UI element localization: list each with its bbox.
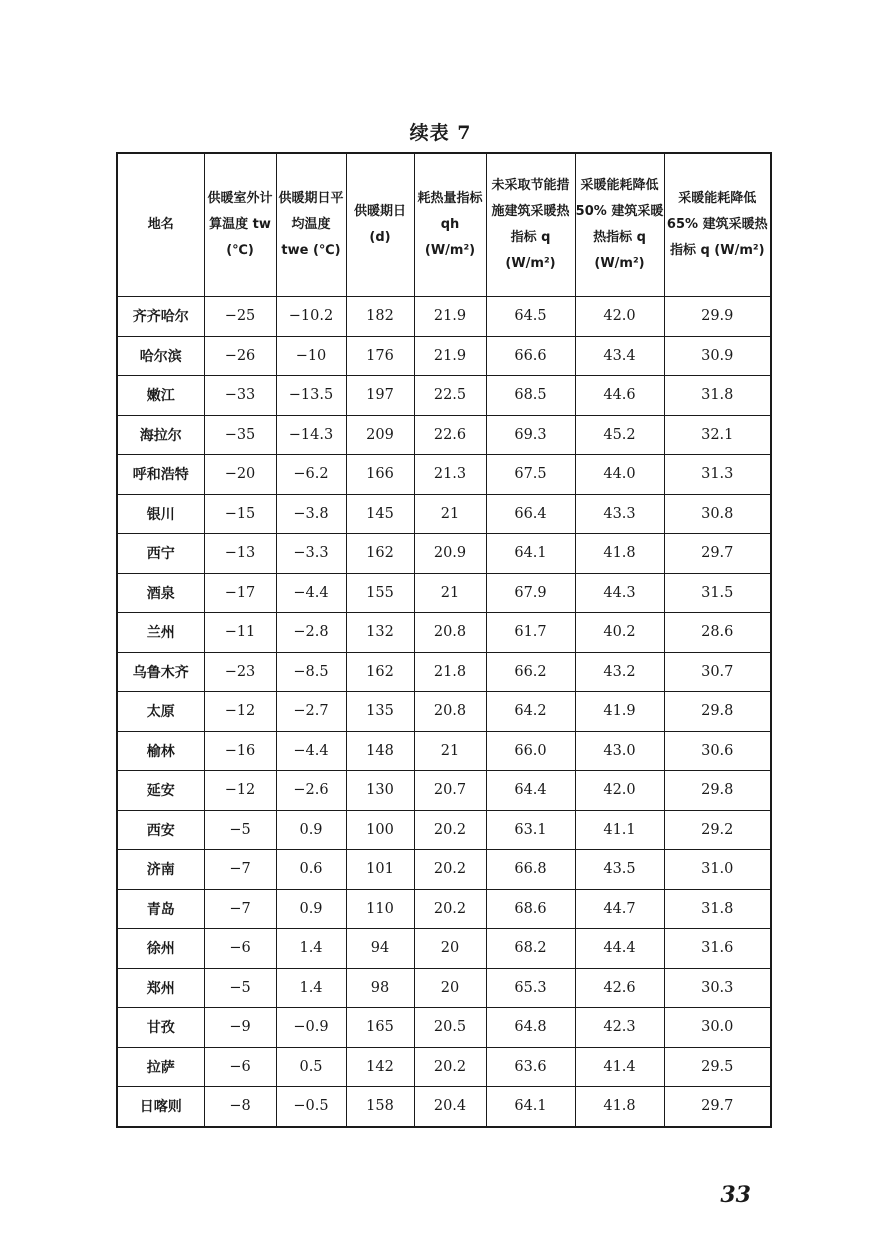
cell-avg-daily-temp: −2.6 [276, 771, 346, 811]
header-heat-index-50pct: 采暖能耗降低 50% 建筑采暖热指标 q (W/m²) [575, 153, 664, 297]
table-row [117, 1008, 771, 1048]
cell-location: 乌鲁木齐 [117, 652, 204, 692]
table-row [117, 494, 771, 534]
cell-heat-index-65pct: 31.6 [664, 929, 771, 969]
cell-heating-days: 101 [346, 850, 414, 890]
cell-heat-index-no-saving: 68.2 [486, 929, 575, 969]
cell-heat-index-50pct: 43.3 [575, 494, 664, 534]
cell-heat-index-50pct: 43.5 [575, 850, 664, 890]
cell-heat-index-65pct: 29.7 [664, 1087, 771, 1127]
table-row [117, 731, 771, 771]
table-row [117, 455, 771, 495]
cell-design-outdoor-temp: −5 [204, 810, 276, 850]
header-heat-index-65pct: 采暖能耗降低 65% 建筑采暖热指标 q (W/m²) [664, 153, 771, 297]
cell-heat-consumption-index: 21 [414, 731, 486, 771]
cell-avg-daily-temp: 1.4 [276, 968, 346, 1008]
cell-design-outdoor-temp: −9 [204, 1008, 276, 1048]
cell-heat-consumption-index: 20.8 [414, 613, 486, 653]
cell-heat-index-65pct: 30.3 [664, 968, 771, 1008]
cell-location: 太原 [117, 692, 204, 732]
cell-heating-days: 176 [346, 336, 414, 376]
cell-heat-index-50pct: 40.2 [575, 613, 664, 653]
cell-heat-consumption-index: 20.9 [414, 534, 486, 574]
table-body [117, 297, 771, 1127]
table-row [117, 1047, 771, 1087]
cell-heat-consumption-index: 21.3 [414, 455, 486, 495]
table-row [117, 968, 771, 1008]
cell-heat-index-50pct: 41.1 [575, 810, 664, 850]
cell-avg-daily-temp: 0.5 [276, 1047, 346, 1087]
cell-design-outdoor-temp: −35 [204, 415, 276, 455]
cell-location: 日喀则 [117, 1087, 204, 1127]
cell-location: 海拉尔 [117, 415, 204, 455]
cell-location: 兰州 [117, 613, 204, 653]
cell-heat-index-no-saving: 68.6 [486, 889, 575, 929]
cell-heat-index-65pct: 31.8 [664, 376, 771, 416]
cell-heat-index-65pct: 31.3 [664, 455, 771, 495]
cell-heating-days: 165 [346, 1008, 414, 1048]
cell-heat-index-65pct: 28.6 [664, 613, 771, 653]
cell-heat-consumption-index: 21 [414, 573, 486, 613]
cell-heat-index-no-saving: 68.5 [486, 376, 575, 416]
cell-heat-consumption-index: 20.2 [414, 1047, 486, 1087]
header-row [117, 153, 771, 297]
table-row [117, 376, 771, 416]
cell-avg-daily-temp: −3.8 [276, 494, 346, 534]
cell-avg-daily-temp: −14.3 [276, 415, 346, 455]
cell-heating-days: 132 [346, 613, 414, 653]
cell-avg-daily-temp: −6.2 [276, 455, 346, 495]
cell-avg-daily-temp: −3.3 [276, 534, 346, 574]
cell-avg-daily-temp: −4.4 [276, 731, 346, 771]
cell-heat-index-no-saving: 66.0 [486, 731, 575, 771]
cell-heat-index-65pct: 29.5 [664, 1047, 771, 1087]
cell-design-outdoor-temp: −7 [204, 889, 276, 929]
cell-avg-daily-temp: −2.7 [276, 692, 346, 732]
cell-avg-daily-temp: −10 [276, 336, 346, 376]
cell-heating-days: 100 [346, 810, 414, 850]
cell-heat-index-no-saving: 66.6 [486, 336, 575, 376]
table-row [117, 652, 771, 692]
cell-location: 齐齐哈尔 [117, 297, 204, 337]
cell-heat-consumption-index: 20 [414, 929, 486, 969]
cell-avg-daily-temp: −10.2 [276, 297, 346, 337]
cell-location: 延安 [117, 771, 204, 811]
cell-avg-daily-temp: 0.6 [276, 850, 346, 890]
cell-design-outdoor-temp: −5 [204, 968, 276, 1008]
cell-design-outdoor-temp: −12 [204, 771, 276, 811]
cell-heat-consumption-index: 20.4 [414, 1087, 486, 1127]
cell-heating-days: 142 [346, 1047, 414, 1087]
cell-avg-daily-temp: 0.9 [276, 810, 346, 850]
header-heating-days: 供暖期日 (d) [346, 153, 414, 297]
cell-heat-index-50pct: 45.2 [575, 415, 664, 455]
cell-design-outdoor-temp: −23 [204, 652, 276, 692]
table-row [117, 415, 771, 455]
cell-heating-days: 155 [346, 573, 414, 613]
cell-heat-index-50pct: 42.0 [575, 297, 664, 337]
cell-heat-index-65pct: 31.0 [664, 850, 771, 890]
cell-design-outdoor-temp: −7 [204, 850, 276, 890]
cell-avg-daily-temp: −2.8 [276, 613, 346, 653]
cell-heat-index-50pct: 44.0 [575, 455, 664, 495]
cell-heat-index-no-saving: 67.9 [486, 573, 575, 613]
table-row [117, 336, 771, 376]
cell-heat-index-no-saving: 66.8 [486, 850, 575, 890]
cell-location: 甘孜 [117, 1008, 204, 1048]
table-row [117, 889, 771, 929]
table-row [117, 929, 771, 969]
cell-heat-index-50pct: 44.7 [575, 889, 664, 929]
cell-heating-days: 94 [346, 929, 414, 969]
cell-heat-consumption-index: 21.9 [414, 297, 486, 337]
cell-design-outdoor-temp: −12 [204, 692, 276, 732]
cell-heat-consumption-index: 20.5 [414, 1008, 486, 1048]
cell-heat-index-no-saving: 64.2 [486, 692, 575, 732]
cell-heat-consumption-index: 22.6 [414, 415, 486, 455]
cell-heat-consumption-index: 20.8 [414, 692, 486, 732]
cell-heat-index-no-saving: 66.2 [486, 652, 575, 692]
cell-heat-consumption-index: 20.7 [414, 771, 486, 811]
cell-heating-days: 110 [346, 889, 414, 929]
cell-location: 济南 [117, 850, 204, 890]
cell-heat-index-65pct: 30.7 [664, 652, 771, 692]
cell-heat-consumption-index: 21 [414, 494, 486, 534]
cell-design-outdoor-temp: −33 [204, 376, 276, 416]
cell-design-outdoor-temp: −20 [204, 455, 276, 495]
header-location: 地名 [117, 153, 204, 297]
cell-heat-index-50pct: 44.4 [575, 929, 664, 969]
cell-heating-days: 166 [346, 455, 414, 495]
cell-avg-daily-temp: −0.9 [276, 1008, 346, 1048]
cell-heating-days: 148 [346, 731, 414, 771]
cell-heat-index-65pct: 32.1 [664, 415, 771, 455]
cell-location: 拉萨 [117, 1047, 204, 1087]
cell-heat-consumption-index: 22.5 [414, 376, 486, 416]
cell-heat-index-65pct: 29.8 [664, 771, 771, 811]
cell-location: 西宁 [117, 534, 204, 574]
cell-heat-index-50pct: 43.0 [575, 731, 664, 771]
table-row [117, 297, 771, 337]
header-heat-consumption-index: 耗热量指标 qh (W/m²) [414, 153, 486, 297]
cell-avg-daily-temp: −8.5 [276, 652, 346, 692]
cell-heating-days: 162 [346, 534, 414, 574]
cell-heating-days: 130 [346, 771, 414, 811]
cell-heat-index-no-saving: 69.3 [486, 415, 575, 455]
cell-location: 嫩江 [117, 376, 204, 416]
cell-design-outdoor-temp: −6 [204, 929, 276, 969]
cell-avg-daily-temp: 1.4 [276, 929, 346, 969]
cell-heating-days: 162 [346, 652, 414, 692]
table-row [117, 1087, 771, 1127]
cell-heating-days: 209 [346, 415, 414, 455]
cell-location: 银川 [117, 494, 204, 534]
cell-heat-consumption-index: 20.2 [414, 810, 486, 850]
cell-heat-index-50pct: 41.9 [575, 692, 664, 732]
header-design-outdoor-temp: 供暖室外计算温度 tw (℃) [204, 153, 276, 297]
cell-heat-consumption-index: 20.2 [414, 889, 486, 929]
cell-heat-index-no-saving: 63.6 [486, 1047, 575, 1087]
table-row [117, 613, 771, 653]
cell-heat-index-65pct: 30.0 [664, 1008, 771, 1048]
cell-heating-days: 197 [346, 376, 414, 416]
table-row [117, 573, 771, 613]
cell-heat-index-65pct: 29.2 [664, 810, 771, 850]
cell-design-outdoor-temp: −8 [204, 1087, 276, 1127]
cell-heat-index-65pct: 31.5 [664, 573, 771, 613]
cell-heat-index-no-saving: 65.3 [486, 968, 575, 1008]
table-title: 续表 7 [409, 122, 472, 144]
cell-heat-index-no-saving: 64.4 [486, 771, 575, 811]
cell-heat-index-50pct: 41.8 [575, 534, 664, 574]
cell-design-outdoor-temp: −11 [204, 613, 276, 653]
cell-heat-index-no-saving: 61.7 [486, 613, 575, 653]
cell-heat-index-50pct: 43.4 [575, 336, 664, 376]
cell-design-outdoor-temp: −13 [204, 534, 276, 574]
table-row [117, 692, 771, 732]
cell-design-outdoor-temp: −17 [204, 573, 276, 613]
cell-heating-days: 135 [346, 692, 414, 732]
cell-avg-daily-temp: −13.5 [276, 376, 346, 416]
cell-heat-index-50pct: 42.0 [575, 771, 664, 811]
cell-heat-index-50pct: 43.2 [575, 652, 664, 692]
cell-heat-index-65pct: 30.9 [664, 336, 771, 376]
cell-heating-days: 182 [346, 297, 414, 337]
cell-location: 呼和浩特 [117, 455, 204, 495]
cell-design-outdoor-temp: −25 [204, 297, 276, 337]
cell-heat-index-no-saving: 63.1 [486, 810, 575, 850]
cell-location: 酒泉 [117, 573, 204, 613]
cell-heat-index-50pct: 44.6 [575, 376, 664, 416]
cell-design-outdoor-temp: −6 [204, 1047, 276, 1087]
table-row [117, 534, 771, 574]
cell-heating-days: 158 [346, 1087, 414, 1127]
cell-design-outdoor-temp: −15 [204, 494, 276, 534]
table-row [117, 771, 771, 811]
cell-avg-daily-temp: −4.4 [276, 573, 346, 613]
cell-heat-index-50pct: 42.3 [575, 1008, 664, 1048]
cell-heat-index-65pct: 29.9 [664, 297, 771, 337]
cell-heat-index-65pct: 31.8 [664, 889, 771, 929]
cell-heat-index-50pct: 41.4 [575, 1047, 664, 1087]
table-row [117, 810, 771, 850]
table-row [117, 850, 771, 890]
cell-heating-days: 145 [346, 494, 414, 534]
cell-heat-index-no-saving: 64.1 [486, 1087, 575, 1127]
cell-heat-index-65pct: 30.6 [664, 731, 771, 771]
cell-heat-index-65pct: 30.8 [664, 494, 771, 534]
cell-heat-consumption-index: 20 [414, 968, 486, 1008]
page-number: 33 [720, 1182, 751, 1208]
cell-avg-daily-temp: −0.5 [276, 1087, 346, 1127]
cell-heat-index-50pct: 44.3 [575, 573, 664, 613]
cell-location: 徐州 [117, 929, 204, 969]
cell-heat-consumption-index: 21.9 [414, 336, 486, 376]
cell-heating-days: 98 [346, 968, 414, 1008]
cell-location: 郑州 [117, 968, 204, 1008]
cell-heat-index-65pct: 29.8 [664, 692, 771, 732]
header-avg-daily-temp: 供暖期日平均温度 twe (℃) [276, 153, 346, 297]
cell-heat-index-50pct: 41.8 [575, 1087, 664, 1127]
cell-heat-consumption-index: 20.2 [414, 850, 486, 890]
data-table [116, 152, 772, 1128]
header-heat-index-no-saving: 未采取节能措施建筑采暖热指标 q (W/m²) [486, 153, 575, 297]
cell-avg-daily-temp: 0.9 [276, 889, 346, 929]
cell-heat-index-no-saving: 64.5 [486, 297, 575, 337]
cell-location: 哈尔滨 [117, 336, 204, 376]
cell-design-outdoor-temp: −26 [204, 336, 276, 376]
cell-location: 西安 [117, 810, 204, 850]
cell-location: 青岛 [117, 889, 204, 929]
cell-location: 榆林 [117, 731, 204, 771]
cell-heat-index-no-saving: 64.8 [486, 1008, 575, 1048]
cell-heat-consumption-index: 21.8 [414, 652, 486, 692]
cell-heat-index-50pct: 42.6 [575, 968, 664, 1008]
cell-design-outdoor-temp: −16 [204, 731, 276, 771]
cell-heat-index-no-saving: 66.4 [486, 494, 575, 534]
cell-heat-index-65pct: 29.7 [664, 534, 771, 574]
cell-heat-index-no-saving: 64.1 [486, 534, 575, 574]
cell-heat-index-no-saving: 67.5 [486, 455, 575, 495]
